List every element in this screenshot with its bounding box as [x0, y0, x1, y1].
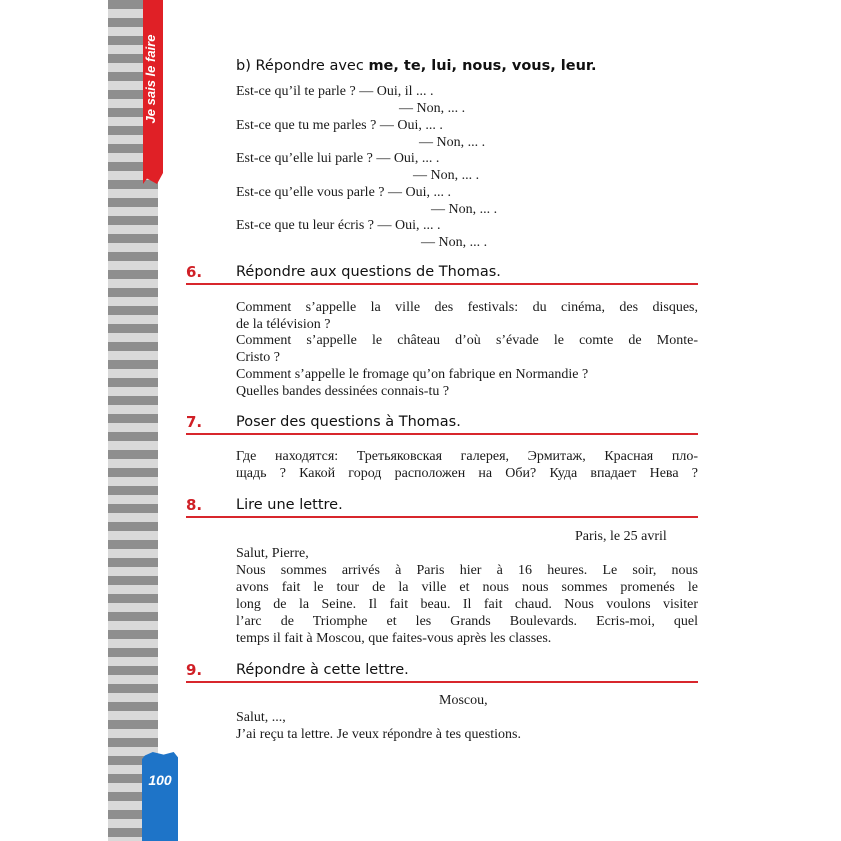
exercise-8-rule	[186, 516, 698, 518]
part-b-pronouns: me, te, lui, nous, vous, leur.	[368, 58, 597, 74]
part-b-line: Est-ce qu’elle vous parle ? — Oui, ... .	[236, 185, 451, 200]
part-b-line: Est-ce que tu leur écris ? — Oui, ... .	[236, 218, 441, 233]
exercise-6-title: Répondre aux questions de Thomas.	[236, 264, 501, 280]
exercise-9-number: 9.	[186, 661, 203, 679]
exercise-9-title: Répondre à cette lettre.	[236, 662, 409, 678]
exercise-9-rule	[186, 681, 698, 683]
exercise-7-line: Где находятся: Третьяковская галерея, Эрмитаж, Красная пло-	[236, 449, 698, 464]
part-b-line: — Non, ... .	[413, 168, 480, 183]
exercise-7-line: щадь ? Какой город расположен на Оби? Куда впадает Нева ?	[236, 466, 698, 481]
letter-date: Paris, le 25 avril	[575, 529, 667, 544]
letter-line: long de la Seine. Il fait beau. Il fait chaud. Nous voulons visiter	[236, 597, 698, 612]
reply-line: J’ai reçu ta lettre. Je veux répondre à tes questions.	[236, 727, 521, 742]
reply-greeting: Salut, ...,	[236, 710, 286, 725]
exercise-6-number: 6.	[186, 263, 203, 281]
reply-place: Moscou,	[439, 693, 488, 708]
section-tab-label: Je sais le faire	[143, 34, 158, 124]
exercise-8-title: Lire une lettre.	[236, 497, 343, 513]
exercise-6-line: Comment s’appelle le fromage qu’on fabrique en Normandie ?	[236, 367, 589, 382]
exercise-8-number: 8.	[186, 496, 203, 514]
page-margin	[0, 0, 108, 841]
exercise-6-line: Comment s’appelle le château d’où s’évade le comte de Monte-	[236, 333, 698, 348]
letter-line: l’arc de Triomphe et les Grands Boulevards. Ecris-moi, quel	[236, 614, 698, 629]
part-b-line: Est-ce qu’elle lui parle ? — Oui, ... .	[236, 151, 440, 166]
part-b-line: — Non, ... .	[399, 101, 466, 116]
part-b-line: Est-ce que tu me parles ? — Oui, ... .	[236, 118, 443, 133]
letter-line: avons fait le tour de la ville et nous nous sommes promenés le	[236, 580, 698, 595]
page-number-tab	[142, 752, 178, 841]
exercise-7-number: 7.	[186, 413, 203, 431]
exercise-7-rule	[186, 433, 698, 435]
part-b-intro: b) Répondre avec	[236, 58, 369, 74]
exercise-6-line: Comment s’appelle la ville des festivals: du cinéma, des disques,	[236, 300, 698, 315]
exercise-6-rule	[186, 283, 698, 285]
letter-greeting: Salut, Pierre,	[236, 546, 309, 561]
part-b-line: Est-ce qu’il te parle ? — Oui, il ... .	[236, 84, 434, 99]
letter-line: temps il fait à Moscou, que faites-vous après les classes.	[236, 631, 552, 646]
exercise-6-line: Cristo ?	[236, 350, 280, 365]
part-b-line: — Non, ... .	[419, 135, 486, 150]
part-b-line: — Non, ... .	[421, 235, 488, 250]
exercise-7-title: Poser des questions à Thomas.	[236, 414, 461, 430]
page-number: 100	[148, 772, 172, 788]
letter-line: Nous sommes arrivés à Paris hier à 16 heures. Le soir, nous	[236, 563, 698, 578]
part-b-line: — Non, ... .	[431, 202, 498, 217]
part-b-instruction	[236, 57, 597, 75]
exercise-6-line: de la télévision ?	[236, 317, 331, 332]
exercise-6-line: Quelles bandes dessinées connais-tu ?	[236, 384, 450, 399]
